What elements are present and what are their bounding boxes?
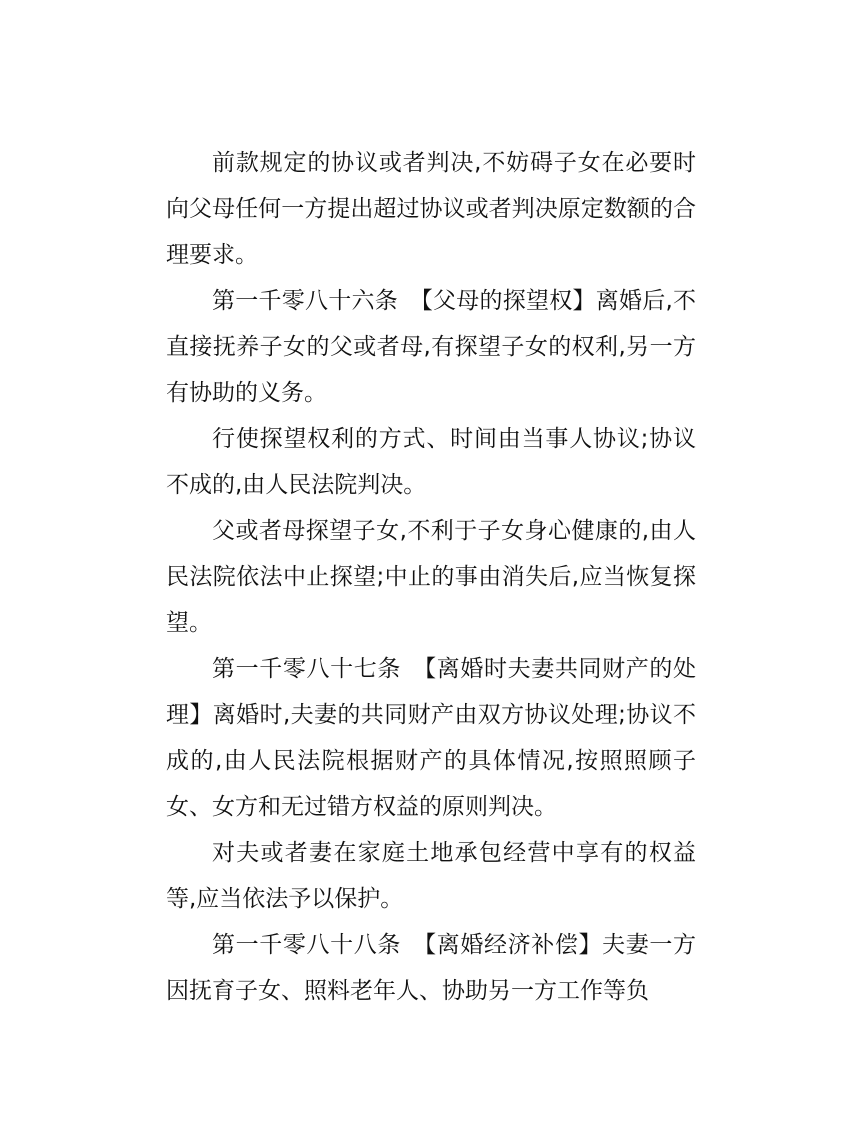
paragraph-3: 行使探望权利的方式、时间由当事人协议;协议不成的,由人民法院判决。 — [166, 426, 696, 498]
article-1088-paragraph: 第一千零八十八条 【离婚经济补偿】夫妻一方因抚育子女、照料老年人、协助另一方工作等负 — [166, 932, 696, 1004]
paragraph-6: 对夫或者妻在家庭土地承包经营中享有的权益等,应当依法予以保护。 — [166, 840, 696, 912]
document-body — [166, 140, 696, 1014]
article-1086-paragraph: 第一千零八十六条 【父母的探望权】离婚后,不直接抚养子女的父或者母,有探望子女的权利,另一方有协助的义务。 — [166, 288, 696, 406]
paragraph-1: 前款规定的协议或者判决,不妨碍子女在必要时向父母任何一方提出超过协议或者判决原定数额的合理要求。 — [166, 150, 696, 268]
paragraph-4: 父或者母探望子女,不利于子女身心健康的,由人民法院依法中止探望;中止的事由消失后,应当恢复探望。 — [166, 518, 696, 636]
article-1087-paragraph: 第一千零八十七条 【离婚时夫妻共同财产的处理】离婚时,夫妻的共同财产由双方协议处理;协议不成的,由人民法院根据财产的具体情况,按照照顾子女、女方和无过错方权益的原则判决。 — [166, 656, 696, 820]
